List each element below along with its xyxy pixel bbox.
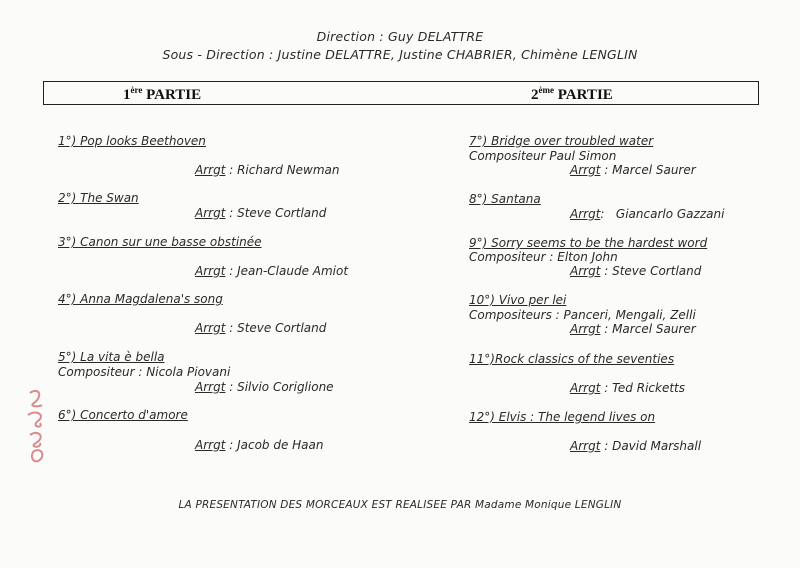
arranger-line: Arrgt : Steve Cortland	[195, 206, 327, 220]
piece-title: 12°) Elvis : The legend lives on	[469, 410, 656, 424]
piece-title: 2°) The Swan	[58, 191, 139, 205]
program-header	[0, 28, 800, 64]
parts-header-box	[43, 81, 759, 105]
sous-direction-line: Sous - Direction : Justine DELATTRE, Justine CHABRIER, Chimène LENGLIN	[162, 47, 638, 62]
arranger-name: Giancarlo Gazzani	[615, 207, 725, 221]
arrgt-label: Arrgt	[570, 381, 601, 395]
arrgt-label: Arrgt	[570, 322, 601, 336]
arranger-line: Arrgt : David Marshall	[570, 439, 702, 453]
arranger-name: Richard Newman	[237, 163, 340, 177]
composer-line: Compositeur Paul Simon	[469, 149, 617, 163]
arranger-line: Arrgt : Ted Ricketts	[570, 381, 686, 395]
arranger-line: Arrgt : Marcel Saurer	[570, 163, 696, 177]
arranger-name: Ted Ricketts	[612, 381, 686, 395]
piece-title: 1°) Pop looks Beethoven	[58, 134, 206, 148]
arrgt-label: Arrgt	[195, 321, 226, 335]
composer-line: Compositeur : Elton John	[469, 250, 618, 264]
arranger-line: Arrgt : Jean-Claude Amiot	[195, 264, 349, 278]
second-part-sup: ème	[538, 85, 554, 95]
arranger-name: Marcel Saurer	[612, 322, 696, 336]
piece-title: 3°) Canon sur une basse obstinée	[58, 235, 262, 249]
first-part-label: PARTIE	[146, 87, 202, 103]
arranger-line: Arrgt : Marcel Saurer	[570, 322, 696, 336]
arranger-name: Silvio Coriglione	[237, 380, 334, 394]
first-part-number: 1	[123, 87, 131, 103]
piece-title: 7°) Bridge over troubled water	[469, 134, 654, 148]
arrgt-label: Arrgt	[195, 264, 226, 278]
arranger-name: Jacob de Haan	[237, 438, 324, 452]
footer-note: LA PRESENTATION DES MORCEAUX EST REALISEE PAR Madame Monique LENGLIN	[178, 499, 622, 511]
arrgt-label: Arrgt	[570, 207, 601, 221]
arranger-line: Arrgt: Giancarlo Gazzani	[570, 207, 725, 221]
arranger-line: Arrgt : Steve Cortland	[195, 321, 327, 335]
first-part-title	[123, 85, 201, 104]
piece-title: 9°) Sorry seems to be the hardest word	[469, 236, 708, 250]
arrgt-label: Arrgt	[570, 264, 601, 278]
arrgt-label: Arrgt	[570, 439, 601, 453]
piece-title: 6°) Concerto d'amore	[58, 408, 188, 422]
arrgt-label: Arrgt	[195, 438, 226, 452]
arranger-name: Steve Cortland	[612, 264, 702, 278]
second-part-number: 2	[531, 87, 539, 103]
arrgt-label: Arrgt	[195, 163, 226, 177]
second-part-title	[531, 85, 613, 104]
second-part-label: PARTIE	[557, 87, 613, 103]
piece-title: 8°) Santana	[469, 192, 541, 206]
piece-title: 11°)Rock classics of the seventies	[469, 352, 675, 366]
piece-title: 4°) Anna Magdalena's song	[58, 292, 223, 306]
arranger-name: Jean-Claude Amiot	[237, 264, 349, 278]
arranger-line: Arrgt : Silvio Coriglione	[195, 380, 334, 394]
composer-line: Compositeur : Nicola Piovani	[58, 365, 231, 379]
arranger-line: Arrgt : Steve Cortland	[570, 264, 702, 278]
first-part-sup: ère	[130, 85, 143, 95]
arranger-name: Marcel Saurer	[612, 163, 696, 177]
arrgt-label: Arrgt	[570, 163, 601, 177]
arrgt-label: Arrgt	[195, 380, 226, 394]
handwritten-mark	[20, 385, 56, 465]
arranger-name: David Marshall	[612, 439, 702, 453]
composer-line: Compositeurs : Panceri, Mengali, Zelli	[469, 308, 696, 322]
piece-title: 5°) La vita è bella	[58, 350, 165, 364]
direction-line: Direction : Guy DELATTRE	[316, 29, 484, 44]
piece-title: 10°) Vivo per lei	[469, 293, 567, 307]
arrgt-label: Arrgt	[195, 206, 226, 220]
arranger-name: Steve Cortland	[237, 206, 327, 220]
arranger-line: Arrgt : Jacob de Haan	[195, 438, 324, 452]
arranger-name: Steve Cortland	[237, 321, 327, 335]
arranger-line: Arrgt : Richard Newman	[195, 163, 340, 177]
